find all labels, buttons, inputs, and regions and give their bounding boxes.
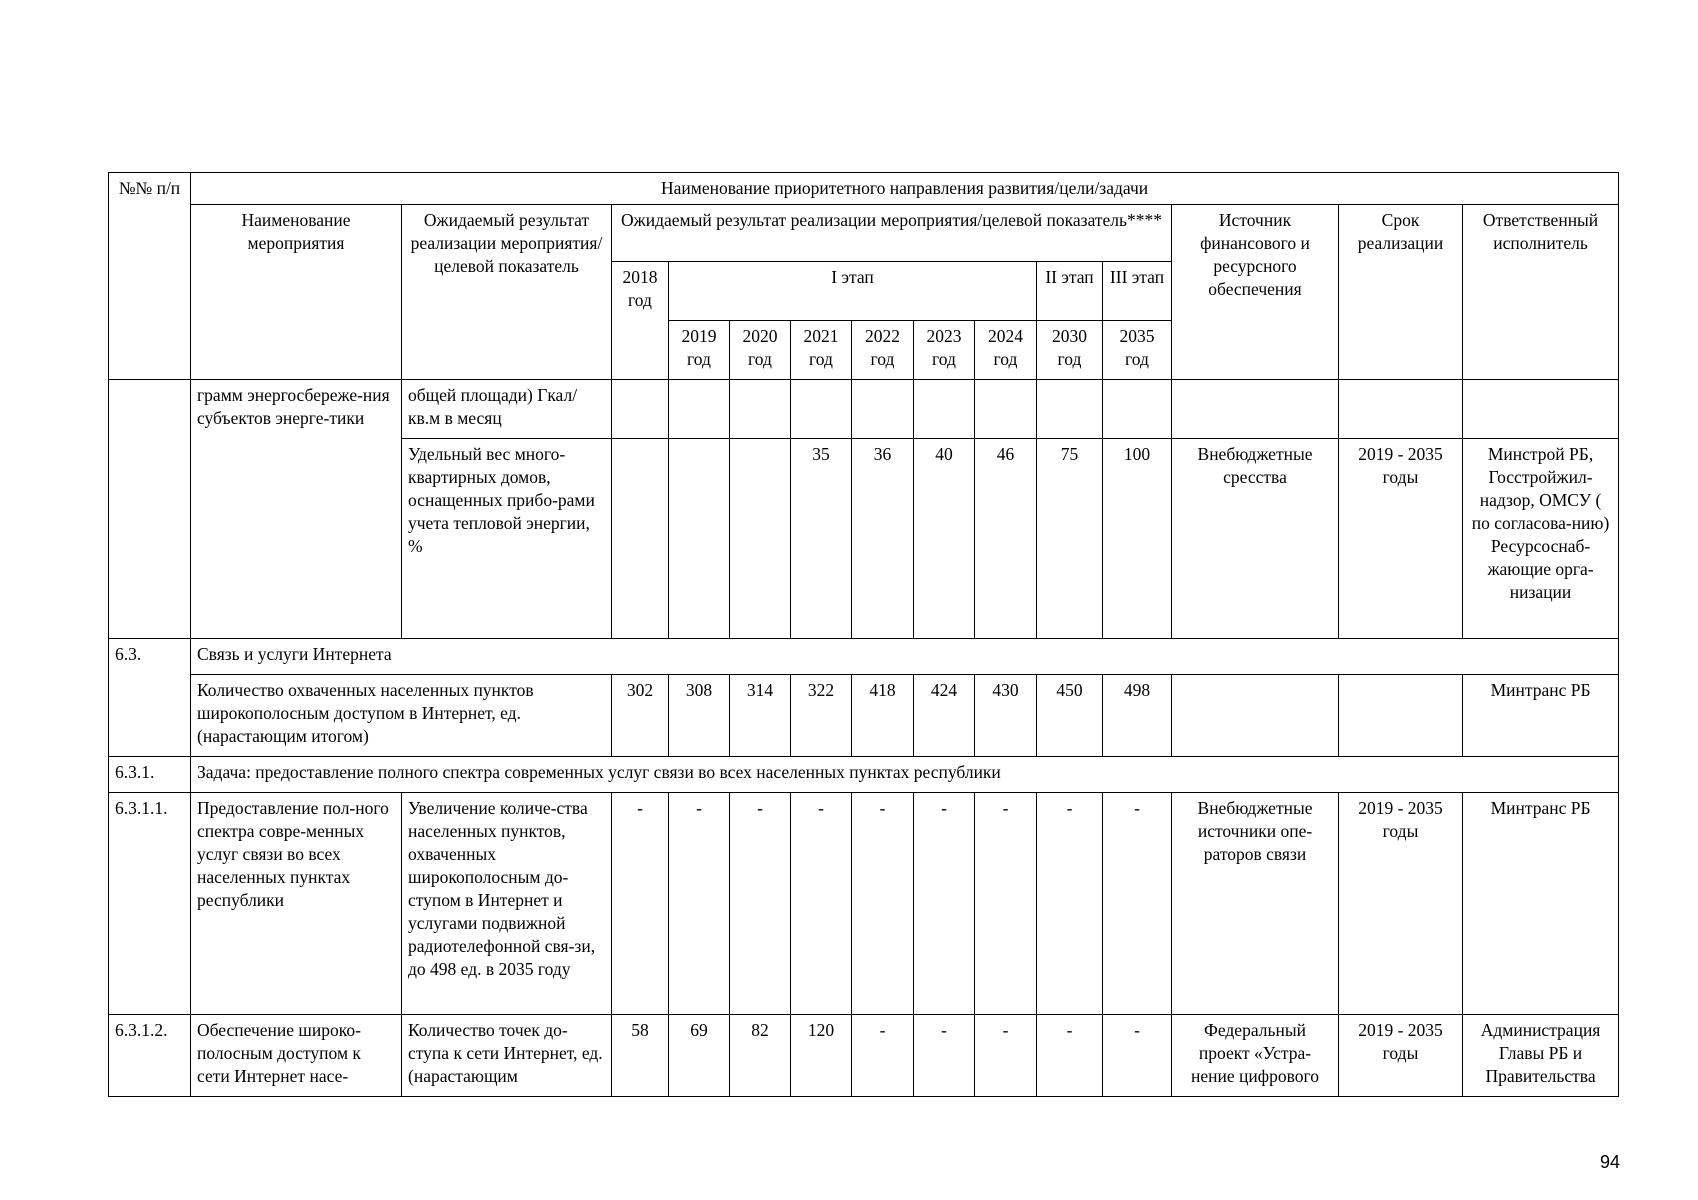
section-row: [109, 639, 1619, 675]
header-year: 2020 год: [730, 321, 791, 380]
header-stage-2: II этап: [1037, 262, 1103, 321]
cell-value: [1037, 380, 1103, 439]
cell-value: [669, 439, 730, 639]
cell-value: 36: [852, 439, 914, 639]
cell-responsible: Минтранс РБ: [1463, 675, 1619, 757]
cell-value: [791, 380, 852, 439]
table-row: [109, 675, 1619, 757]
page-number: 94: [1599, 1152, 1620, 1172]
cell-value: 82: [730, 1015, 791, 1097]
cell-source: Внебюджетные источники опе-раторов связи: [1172, 793, 1339, 1015]
cell-value: 40: [914, 439, 975, 639]
cell-num: 6.3.1.: [109, 757, 191, 793]
cell-name: грамм энергосбереже-ния субъектов энерге-тики: [191, 380, 402, 639]
cell-name: Предоставление пол-ного спектра совре-менных услуг связи во всех населенных пунктах республики: [191, 793, 402, 1015]
cell-value: -: [1103, 793, 1172, 1015]
cell-value: [730, 439, 791, 639]
table-row: [109, 793, 1619, 1015]
cell-term: 2019 - 2035 годы: [1339, 1015, 1463, 1097]
table-row: [109, 380, 1619, 439]
cell-value: [730, 380, 791, 439]
cell-value: -: [1037, 1015, 1103, 1097]
cell-indicator: Увеличение количе-ства населенных пунктов, охваченных широкополосным до-ступом в Интернет и услугами подвижной радиотелефонной свя-зи, до 498 ед. в 2035 году: [402, 793, 612, 1015]
cell-value: [914, 380, 975, 439]
cell-value: -: [914, 793, 975, 1015]
cell-value: [612, 439, 669, 639]
header-year: 2019 год: [669, 321, 730, 380]
header-2018: 2018 год: [612, 262, 669, 380]
cell-num: 6.3.1.1.: [109, 793, 191, 1015]
cell-source: Федеральный проект «Устра-нение цифрового: [1172, 1015, 1339, 1097]
cell-source: [1172, 675, 1339, 757]
cell-value: [975, 380, 1037, 439]
header-name: Наименование мероприятия: [191, 205, 402, 380]
cell-value: 498: [1103, 675, 1172, 757]
cell-indicator: Количество точек до-ступа к сети Интернет, ед. (нарастающим: [402, 1015, 612, 1097]
cell-num: 6.3.: [109, 639, 191, 757]
cell-responsible: Минтранс РБ: [1463, 793, 1619, 1015]
cell-term: [1339, 675, 1463, 757]
header-responsible: Ответственный исполнитель: [1463, 205, 1619, 380]
cell-term: [1339, 380, 1463, 439]
header-stage-3: III этап: [1103, 262, 1172, 321]
header-term: Срок реализации: [1339, 205, 1463, 380]
cell-value: -: [975, 793, 1037, 1015]
cell-term: 2019 - 2035 годы: [1339, 793, 1463, 1015]
cell-value: [1103, 380, 1172, 439]
cell-name: Обеспечение широко-полосным доступом к сети Интернет насе-: [191, 1015, 402, 1097]
header-year: 2035 год: [1103, 321, 1172, 380]
cell-value: 120: [791, 1015, 852, 1097]
cell-value: 314: [730, 675, 791, 757]
cell-value: [612, 380, 669, 439]
cell-value: 58: [612, 1015, 669, 1097]
cell-value: -: [791, 793, 852, 1015]
cell-value: 424: [914, 675, 975, 757]
cell-value: -: [612, 793, 669, 1015]
cell-value: 35: [791, 439, 852, 639]
cell-value: 75: [1037, 439, 1103, 639]
cell-responsible: [1463, 380, 1619, 439]
cell-value: -: [975, 1015, 1037, 1097]
cell-value: -: [669, 793, 730, 1015]
cell-value: 418: [852, 675, 914, 757]
task-row: [109, 757, 1619, 793]
cell-responsible: Минстрой РБ, Госстройжил-надзор, ОМСУ ( по согласова-нию) Ресурсоснаб-жающие орга-низации: [1463, 439, 1619, 639]
table-row: [109, 1015, 1619, 1097]
header-expected-group: Ожидаемый результат реализации мероприятия/целевой показатель****: [612, 205, 1172, 262]
section-title: Связь и услуги Интернета: [191, 639, 1619, 675]
cell-num: 6.3.1.2.: [109, 1015, 191, 1097]
header-expected: Ожидаемый результат реализации мероприятия/целевой показатель: [402, 205, 612, 380]
cell-value: 100: [1103, 439, 1172, 639]
cell-value: 69: [669, 1015, 730, 1097]
cell-num: [109, 380, 191, 639]
cell-value: 450: [1037, 675, 1103, 757]
header-year: 2023 год: [914, 321, 975, 380]
cell-term: 2019 - 2035 годы: [1339, 439, 1463, 639]
header-num: №№ п/п: [109, 173, 191, 380]
cell-value: -: [1103, 1015, 1172, 1097]
cell-responsible: Администрация Главы РБ и Правительства: [1463, 1015, 1619, 1097]
cell-value: -: [852, 793, 914, 1015]
header-year: 2030 год: [1037, 321, 1103, 380]
cell-source: [1172, 380, 1339, 439]
cell-source: Внебюджетные сресства: [1172, 439, 1339, 639]
header-row-1: [109, 173, 1619, 205]
cell-value: 308: [669, 675, 730, 757]
cell-value: -: [1037, 793, 1103, 1015]
header-stage-1: I этап: [669, 262, 1037, 321]
header-year: 2024 год: [975, 321, 1037, 380]
cell-value: -: [730, 793, 791, 1015]
cell-value: 302: [612, 675, 669, 757]
header-source: Источник финансового и ресурсного обеспечения: [1172, 205, 1339, 380]
cell-value: -: [914, 1015, 975, 1097]
cell-value: [852, 380, 914, 439]
cell-value: -: [852, 1015, 914, 1097]
cell-value: 430: [975, 675, 1037, 757]
cell-value: 46: [975, 439, 1037, 639]
header-direction: Наименование приоритетного направления развития/цели/задачи: [191, 173, 1619, 205]
cell-indicator: общей площади) Гкал/ кв.м в месяц: [402, 380, 612, 439]
header-year: 2022 год: [852, 321, 914, 380]
program-table: [108, 172, 1619, 1097]
document-sheet: [108, 172, 1618, 1097]
cell-indicator: Количество охваченных населенных пунктов широкополосным доступом в Интернет, ед. (нарастающим итогом): [191, 675, 612, 757]
cell-value: 322: [791, 675, 852, 757]
header-row-2: [109, 205, 1619, 262]
task-title: Задача: предоставление полного спектра современных услуг связи во всех населенных пунктах республики: [191, 757, 1619, 793]
cell-indicator: Удельный вес много-квартирных домов, оснащенных прибо-рами учета тепловой энергии, %: [402, 439, 612, 639]
header-year: 2021 год: [791, 321, 852, 380]
cell-value: [669, 380, 730, 439]
